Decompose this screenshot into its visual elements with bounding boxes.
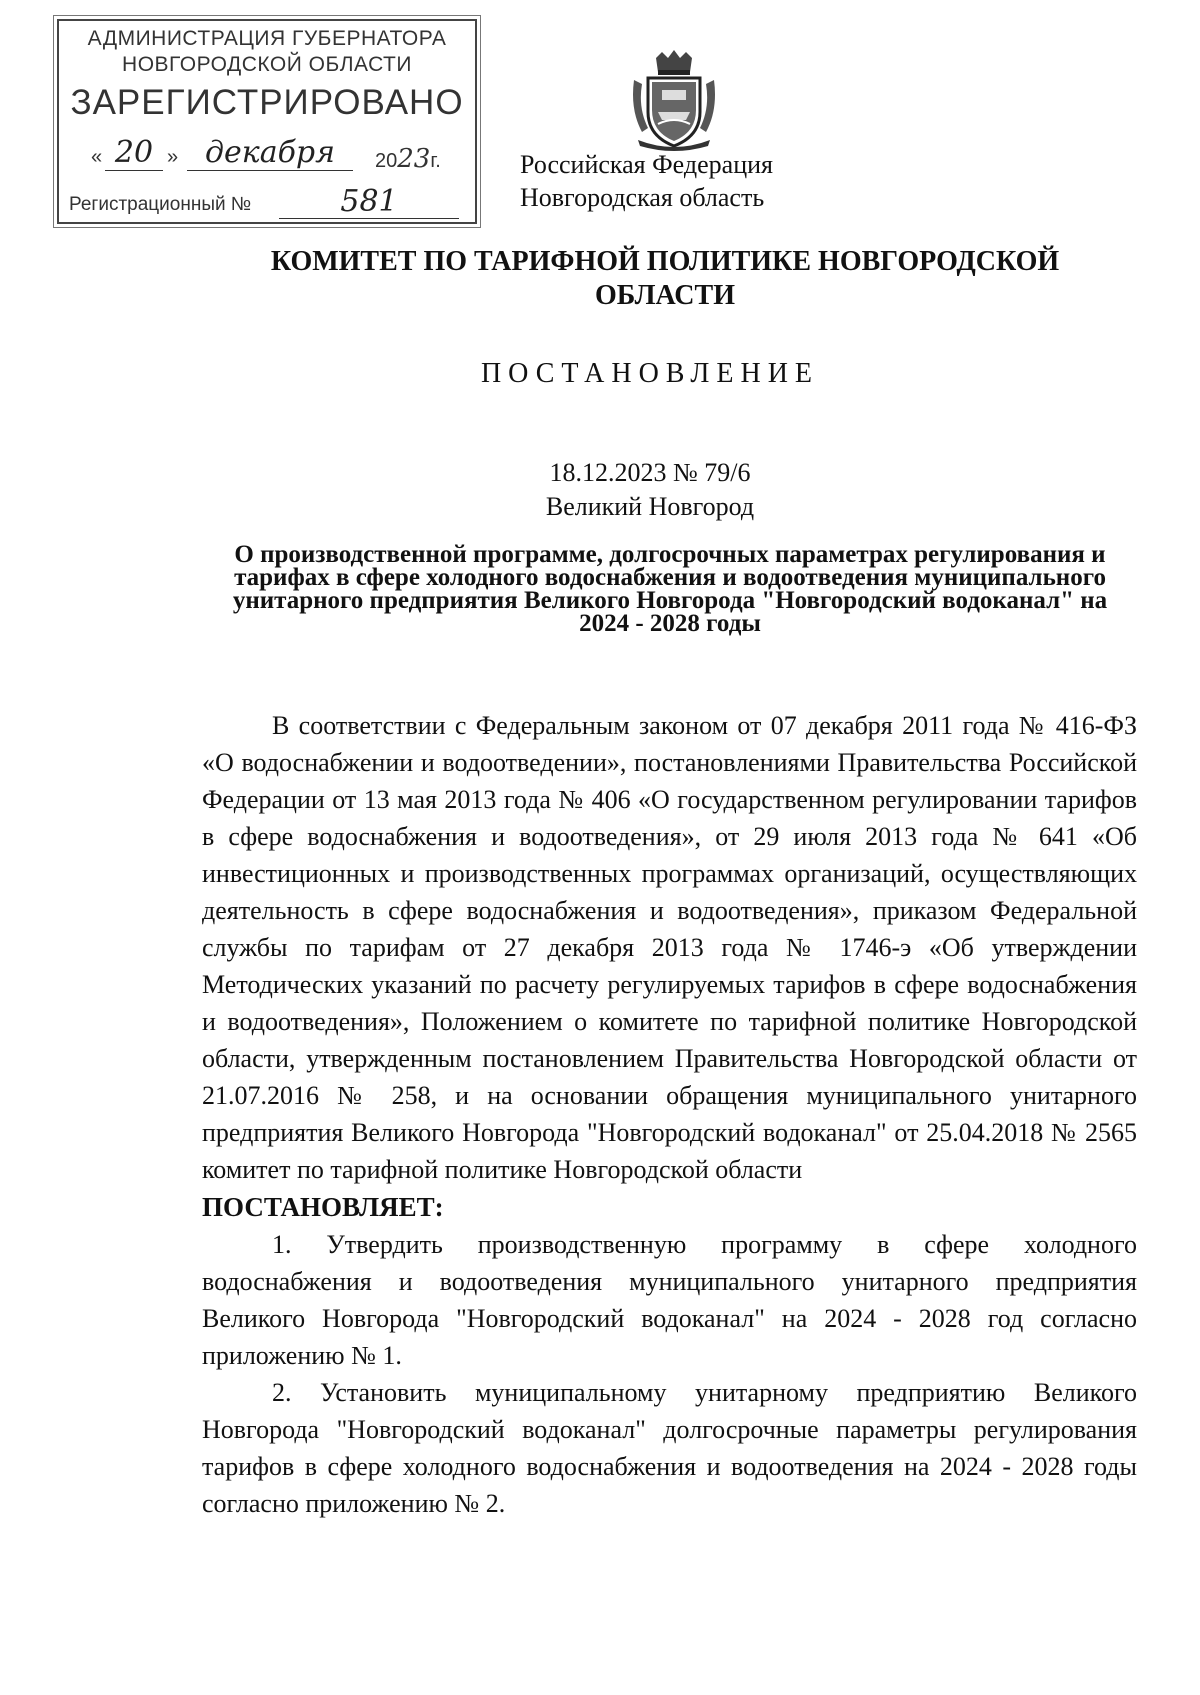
date-number-block bbox=[0, 456, 1200, 524]
stamp-year bbox=[375, 144, 441, 174]
resolves-heading: ПОСТАНОВЛЯЕТ: bbox=[202, 1192, 444, 1222]
federation-block bbox=[520, 148, 920, 214]
document-city: Великий Новгород bbox=[545, 492, 755, 521]
stamp-registered: ЗАРЕГИСТРИРОВАНО bbox=[70, 83, 464, 122]
stamp-year-suffix: 23 bbox=[397, 144, 431, 174]
coat-of-arms-icon bbox=[628, 50, 720, 154]
country-name: Российская Федерация bbox=[520, 150, 773, 179]
stamp-quote-open: « bbox=[91, 146, 103, 168]
stamp-day: 20 bbox=[105, 136, 163, 171]
stamp-quote-close: » bbox=[167, 146, 179, 168]
stamp-org-line1: АДМИНИСТРАЦИЯ ГУБЕРНАТОРА bbox=[87, 27, 447, 50]
preamble-paragraph: В соответствии с Федеральным законом от 07 декабря 2011 года № 416-ФЗ «О водоснабжении и водоотведении», постановлениями Правительства Российской Федерации от 13 мая 2013 года № 406 «О государственном регулировании тарифов в сфере водоснабжения и водоотведения», от 29 июля 2013 года № 641 «Об инвестиционных и производственных программах организаций, осуществляющих деятельность в сфере водоснабжения и водоотведения», приказом Федеральной службы по тарифам от 27 декабря 2013 года № 1746-э «Об утверждении Методических указаний по расчету регулируемых тарифов в сфере водоснабжения и водоотведения», Положением о комитете по тарифной политике Новгородской области, утвержденным постановлением Правительства Новгородской области от 21.07.2016 № 258, и на основании обращения муниципального унитарного предприятия Великого Новгорода "Новгородский водоканал" от 25.04.2018 № 2565 комитет по тарифной политике Новгородской области bbox=[202, 711, 1137, 1184]
document-subject: О производственной программе, долгосрочных параметрах регулирования и тарифах в сфере холодного водоснабжения и водоотведения муниципального унитарного предприятия Великого Новгорода "Новгородский водоканал" на 2024 - 2028 годы bbox=[232, 541, 1108, 637]
stamp-date bbox=[89, 136, 469, 176]
stamp-org-line2: НОВГОРОДСКОЙ ОБЛАСТИ bbox=[122, 53, 412, 76]
registration-stamp bbox=[57, 19, 477, 224]
document-date-number: 18.12.2023 № 79/6 bbox=[549, 458, 751, 487]
stamp-reg-number: 581 bbox=[279, 186, 459, 219]
stamp-reg-label: Регистрационный № bbox=[69, 194, 252, 215]
stamp-year-g: г. bbox=[430, 150, 441, 172]
item-paragraph: 2. Установить муниципальному унитарному предприятию Великого Новгорода "Новгородский водоканал" долгосрочные параметры регулирования тарифов в сфере холодного водоснабжения и водоотведения на 2024 - 2028 годы согласно приложению № 2. bbox=[202, 1378, 1137, 1518]
stamp-month: декабря bbox=[187, 136, 353, 171]
document-body bbox=[202, 707, 1137, 1522]
stamp-year-prefix: 20 bbox=[375, 150, 398, 172]
document-type: ПОСТАНОВЛЕНИЕ bbox=[480, 358, 820, 389]
committee-title: КОМИТЕТ ПО ТАРИФНОЙ ПОЛИТИКЕ НОВГОРОДСКОЙ ОБЛАСТИ bbox=[270, 246, 1060, 311]
region-name: Новгородская область bbox=[520, 183, 765, 212]
item-paragraph: 1. Утвердить производственную программу в сфере холодного водоснабжения и водоотведения муниципального унитарного предприятия Великого Новгорода "Новгородский водоканал" на 2024 - 2028 год согласно приложению № 1. bbox=[202, 1230, 1137, 1370]
